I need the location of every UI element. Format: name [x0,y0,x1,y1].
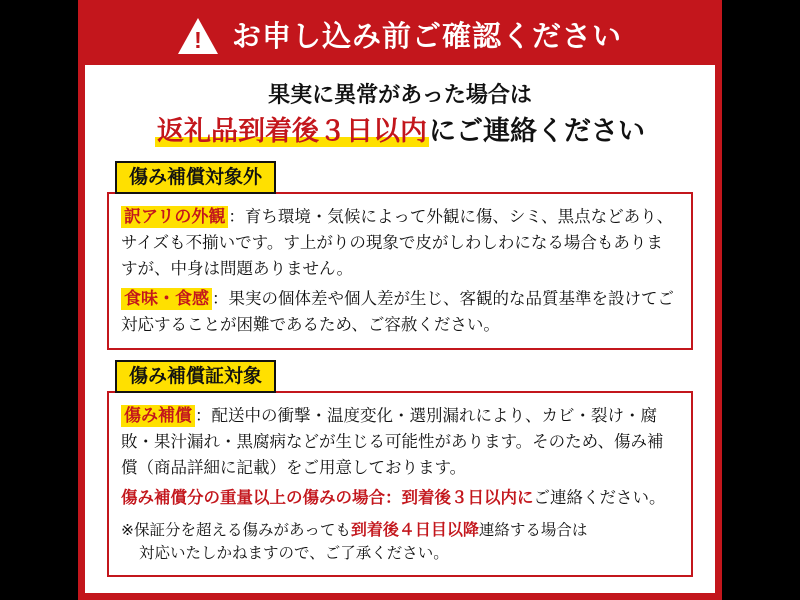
section-2-red-emphasis: 傷み補償分の重量以上の傷みの場合：到着後３日以内に [121,488,534,507]
note-before: 保証分を超える傷みがあっても [134,521,351,539]
section-2-tag-1: 傷み補償 [121,405,195,427]
lead-line-2-rest: にご連絡ください [429,116,645,147]
poster-title: お申し込み前ご確認ください [231,19,622,53]
lead-highlight: 返礼品到着後３日以内 [157,116,427,147]
section-2-sep-1: ： [195,406,212,425]
section-not-covered [107,161,693,350]
section-1-text-2: 果実の個体差や個人差が生じ、客観的な品質基準を設けてご対応することが困難であるため、ご容赦ください。 [121,289,674,334]
section-1-paragraph-2 [121,286,679,338]
section-2-red-line [121,485,679,511]
note-mark: ※ [121,521,134,539]
section-1-chip: 傷み補償対象外 [115,161,276,194]
section-1-text-1: 育ち環境・気候によって外観に傷、シミ、黒点などあり、サイズも不揃いです。す上がりの現象で皮がしわしわになる場合もありますが、中身は問題ありません。 [121,207,674,278]
section-2-red-tail: ご連絡ください。 [533,488,666,507]
section-1-tag-1: 訳アリの外観 [121,206,228,228]
warning-exclamation-mark: ! [194,27,202,53]
section-1-chip-wrap [115,161,693,194]
lead-line-1: 果実に異常があった場合は [268,83,532,108]
section-1-box [107,192,693,350]
section-1-sep-1: ： [228,207,245,226]
section-2-text-1: 配送中の衝撃・温度変化・選別漏れにより、カビ・裂け・腐敗・果汁漏れ・黒腐病などが生じる可能性があります。そのため、傷み補償（商品詳細に記載）をご用意しております。 [121,406,664,477]
section-2-chip-wrap [115,360,693,393]
poster-body [85,65,715,593]
note-red: 到着後４日目以降 [350,520,479,539]
section-1-tag-2: 食味・食感 [121,288,212,310]
poster-header-band [85,7,715,65]
section-2-chip: 傷み補償証対象 [115,360,276,393]
section-2-paragraph-1 [121,403,679,481]
warning-triangle-icon [178,18,218,54]
section-1-sep-2: ： [212,289,229,308]
section-2-note [121,518,679,565]
section-1-paragraph-1 [121,204,679,282]
note-line-2: 対応いたしかねますので、ご了承ください。 [139,544,449,562]
note-after: 連絡する場合は [478,521,588,539]
lead-line-2 [107,113,693,151]
section-covered [107,360,693,577]
notice-poster [78,0,722,600]
section-2-box [107,391,693,577]
